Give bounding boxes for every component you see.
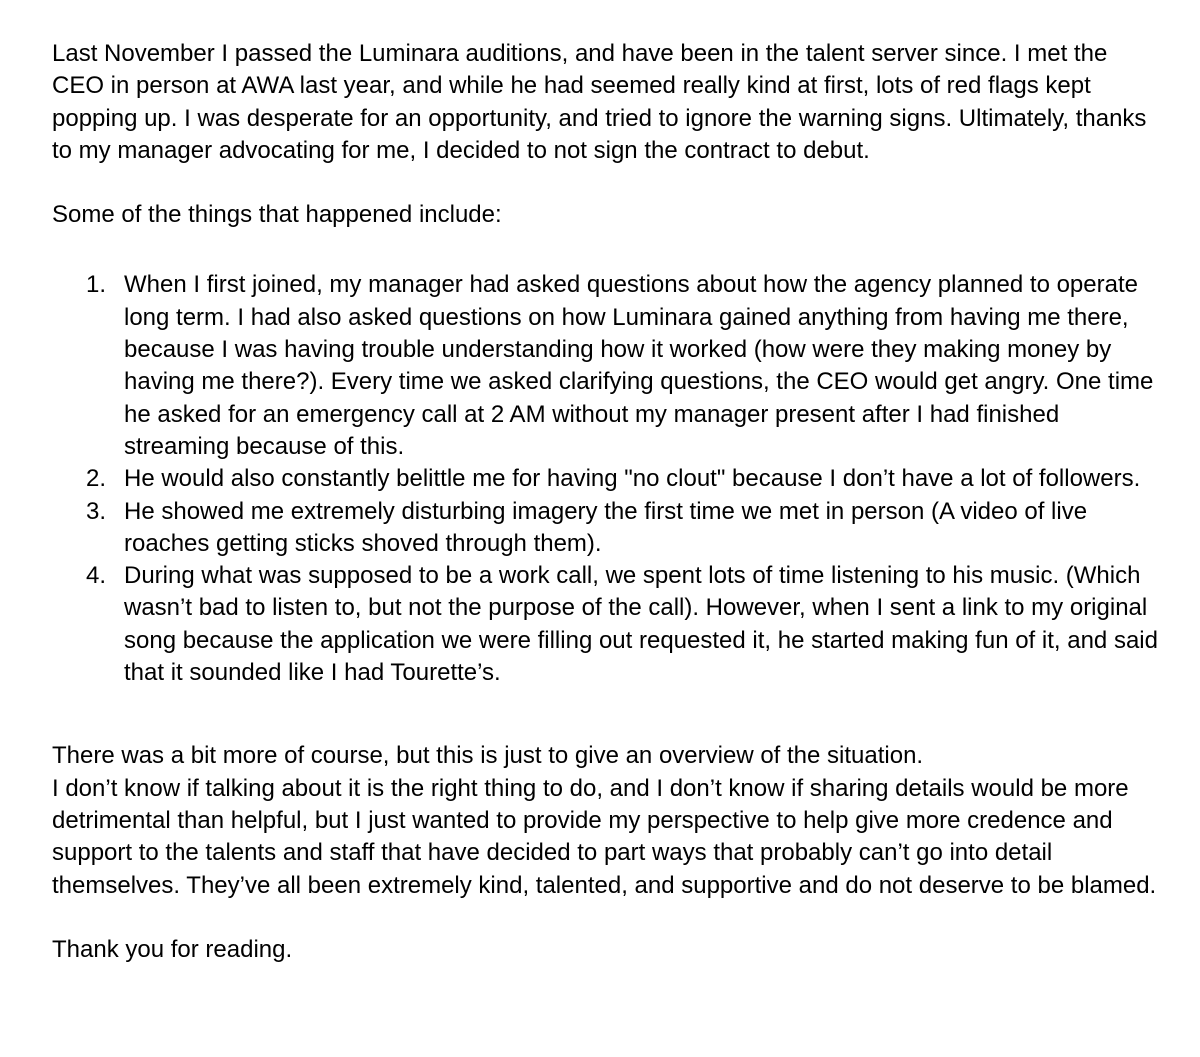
perspective-paragraph: I don’t know if talking about it is the right thing to do, and I don’t know if sharing details would be more detrimental than helpful, but I just wanted to provide my perspective to help give more credence and support to the talents and staff that have decided to part ways that probably can’t go into detail themselves. They’ve all been extremely kind, talented, and supportive and do not deserve to be blamed. — [52, 774, 1157, 899]
closing-line: Thank you for reading. — [52, 935, 293, 963]
list-item — [52, 463, 1162, 495]
list-heading: Some of the things that happened include: — [52, 201, 502, 229]
list-item-text: When I first joined, my manager had asked questions about how the agency planned to operate long term. I had also asked questions on how Luminara gained anything from having me there, because I was having trouble understanding how it worked (how were they making money by having me there?). Every time we asked clarifying questions, the CEO would get angry. One time he asked for an emergency call at 2 AM without my manager present after I had finished streaming because of this. — [124, 271, 1154, 460]
list-item-text: He showed me extremely disturbing imagery the first time we met in person (A video of live roaches getting sticks shoved through them). — [124, 497, 1088, 557]
list-item-text: During what was supposed to be a work call, we spent lots of time listening to his music. (Which wasn’t bad to listen to, but not the purpose of the call). However, when I sent a link to my original song because the application we were filling out requested it, he started making fun of it, and said that it sounded like I had Tourette’s. — [124, 562, 1158, 687]
list-item-number: 2. — [86, 465, 107, 493]
intro-paragraph: Last November I passed the Luminara auditions, and have been in the talent server since. I met the CEO in person at AWA last year, and while he had seemed really kind at first, lots of red flags kept popping up. I was desperate for an opportunity, and tried to ignore the warning signs. Ultimately, thanks to my manager advocating for me, I decided to not sign the contract to debut. — [52, 40, 1147, 164]
list-item-number: 1. — [86, 271, 107, 299]
list-item-text: He would also constantly belittle me for having "no clout" because I don’t have a lot of followers. — [124, 465, 1141, 493]
list-item — [52, 496, 1162, 561]
list-item-number: 3. — [86, 497, 107, 525]
incident-list — [52, 269, 1162, 689]
list-item — [52, 269, 1162, 463]
document-body — [52, 38, 1162, 966]
list-item-number: 4. — [86, 562, 107, 590]
list-item — [52, 560, 1162, 689]
overview-paragraph: There was a bit more of course, but this is just to give an overview of the situation. — [52, 742, 924, 770]
